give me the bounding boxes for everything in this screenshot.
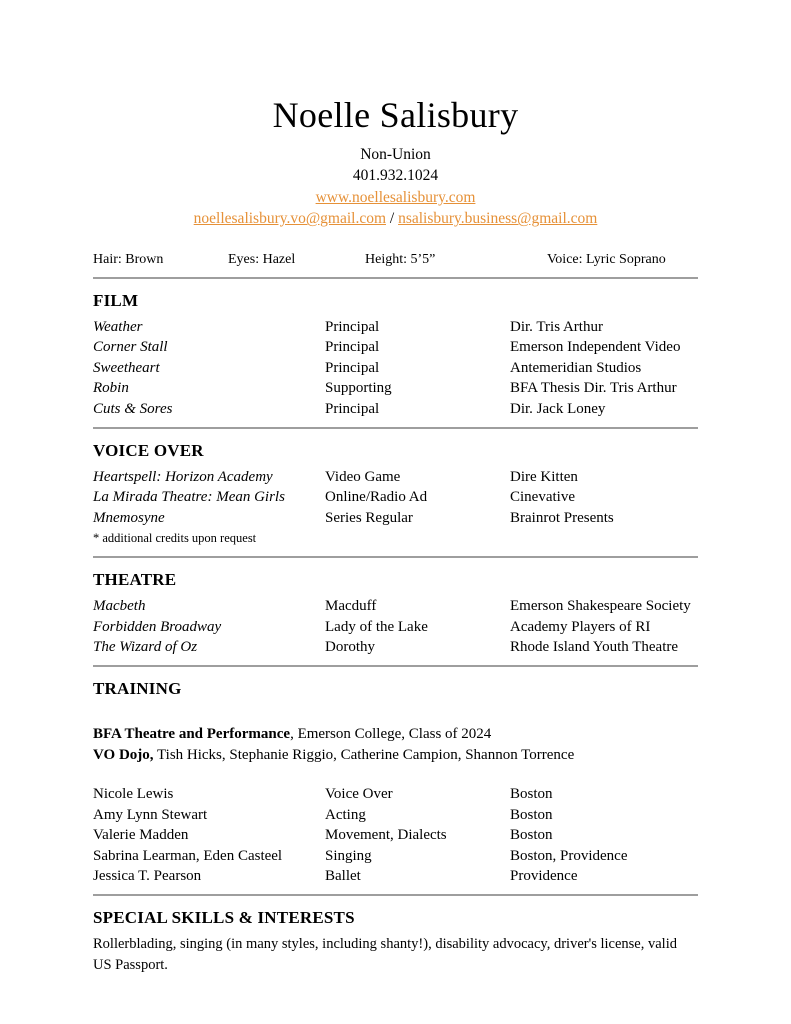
credit-row <box>93 317 698 337</box>
credit-row <box>93 596 698 616</box>
training-credentials <box>93 724 698 765</box>
credit-row <box>93 399 698 419</box>
section-divider <box>93 427 698 429</box>
additional-credits-note: * additional credits upon request <box>93 531 257 546</box>
credit-row <box>93 467 698 487</box>
website-link[interactable]: www.noellesalisbury.com <box>315 188 476 206</box>
training-instructor: Amy Lynn Stewart <box>93 806 208 823</box>
email-secondary-link[interactable]: nsalisbury.business@gmail.com <box>398 210 598 228</box>
training-subject: Singing <box>325 847 372 864</box>
credit-role: Online/Radio Ad <box>325 489 428 506</box>
credit-role: Principal <box>325 318 380 335</box>
phone-number: 401.932.1024 <box>352 167 439 185</box>
credit-row <box>93 358 698 378</box>
email-line <box>93 208 698 230</box>
skills-text: Rollerblading, singing (in many styles, including shanty!), disability advocacy, driver's license, valid US Passport. <box>93 936 677 974</box>
section-title-training: TRAINING <box>93 679 182 699</box>
training-row <box>93 805 698 825</box>
credit-title: Weather <box>93 318 143 335</box>
training-row <box>93 846 698 866</box>
credit-role: Principal <box>325 339 380 356</box>
credit-company: Antemeridian Studios <box>510 359 642 376</box>
section-title-theatre: THEATRE <box>93 570 177 590</box>
credit-role: Series Regular <box>325 509 413 526</box>
training-location: Boston <box>510 827 553 844</box>
stat-hair: Hair: Brown <box>93 251 164 267</box>
credit-company: Brainrot Presents <box>510 509 614 526</box>
training-instructor: Valerie Madden <box>93 827 189 844</box>
training-location: Boston <box>510 786 553 803</box>
section-title-special-skills: SPECIAL SKILLS & INTERESTS <box>93 908 355 928</box>
credit-title: Mnemosyne <box>93 509 165 526</box>
credit-row <box>93 617 698 637</box>
training-row <box>93 784 698 804</box>
credit-role: Video Game <box>325 468 401 485</box>
union-status: Non-Union <box>360 145 431 163</box>
credit-company: Dir. Tris Arthur <box>510 318 603 335</box>
credit-role: Principal <box>325 359 380 376</box>
credit-title: Macbeth <box>93 598 146 615</box>
section-divider <box>93 556 698 558</box>
credential-program: VO Dojo, <box>93 746 154 763</box>
credit-row <box>93 378 698 398</box>
credit-company: BFA Thesis Dir. Tris Arthur <box>510 380 677 397</box>
credit-title: Robin <box>93 380 129 397</box>
credit-role: Supporting <box>325 380 392 397</box>
training-location: Boston, Providence <box>510 847 628 864</box>
credit-role: Lady of the Lake <box>325 618 428 635</box>
training-table <box>93 784 698 886</box>
section-title-film: FILM <box>93 290 139 310</box>
stats-row <box>93 251 698 269</box>
stat-height: Height: 5’5” <box>365 251 436 267</box>
section-theatre <box>93 570 698 657</box>
credential-line <box>93 745 698 766</box>
credit-row <box>93 508 698 528</box>
credit-row <box>93 487 698 507</box>
website-line <box>93 187 698 209</box>
email-primary-link[interactable]: noellesalisbury.vo@gmail.com <box>193 210 386 228</box>
credit-company: Rhode Island Youth Theatre <box>510 639 679 656</box>
credit-title: The Wizard of Oz <box>93 639 198 656</box>
stat-voice: Voice: Lyric Soprano <box>547 251 666 267</box>
credit-role: Principal <box>325 400 380 417</box>
training-row <box>93 825 698 845</box>
training-subject: Ballet <box>325 868 361 885</box>
training-subject: Acting <box>325 806 366 823</box>
credit-role: Macduff <box>325 598 377 615</box>
training-row <box>93 866 698 886</box>
section-divider <box>93 277 698 279</box>
credit-title: Forbidden Broadway <box>93 618 222 635</box>
section-title-voice-over: VOICE OVER <box>93 440 204 460</box>
credential-line <box>93 724 698 745</box>
section-divider <box>93 665 698 667</box>
credit-title: Corner Stall <box>93 339 168 356</box>
training-subject: Movement, Dialects <box>325 827 447 844</box>
credit-title: Heartspell: Horizon Academy <box>93 468 273 485</box>
credit-company: Emerson Independent Video <box>510 339 681 356</box>
credit-role: Dorothy <box>325 639 375 656</box>
credit-company: Dir. Jack Loney <box>510 400 606 417</box>
credit-title: Sweetheart <box>93 359 160 376</box>
credit-company: Academy Players of RI <box>510 618 651 635</box>
section-film <box>93 291 698 419</box>
training-instructor: Sabrina Learman, Eden Casteel <box>93 847 283 864</box>
credit-title: La Mirada Theatre: Mean Girls <box>93 489 285 506</box>
credential-program: BFA Theatre and Performance <box>93 726 291 743</box>
credit-row <box>93 337 698 357</box>
section-divider <box>93 894 698 896</box>
training-instructor: Jessica T. Pearson <box>93 868 202 885</box>
credit-company: Cinevative <box>510 489 575 506</box>
stat-eyes: Eyes: Hazel <box>228 251 296 267</box>
credit-row <box>93 637 698 657</box>
credential-detail: , Emerson College, Class of 2024 <box>290 726 492 743</box>
email-separator: / <box>389 210 395 228</box>
credit-title: Cuts & Sores <box>93 400 173 417</box>
training-location: Providence <box>510 868 578 885</box>
section-voice-over <box>93 441 698 549</box>
credential-detail: Tish Hicks, Stephanie Riggio, Catherine Campion, Shannon Torrence <box>153 746 575 763</box>
training-instructor: Nicole Lewis <box>93 786 174 803</box>
section-special-skills <box>93 908 698 976</box>
credit-company: Dire Kitten <box>510 468 578 485</box>
training-location: Boston <box>510 806 553 823</box>
training-subject: Voice Over <box>325 786 393 803</box>
section-training <box>93 679 698 886</box>
credit-company: Emerson Shakespeare Society <box>510 598 691 615</box>
page-title: Noelle Salisbury <box>272 95 519 135</box>
